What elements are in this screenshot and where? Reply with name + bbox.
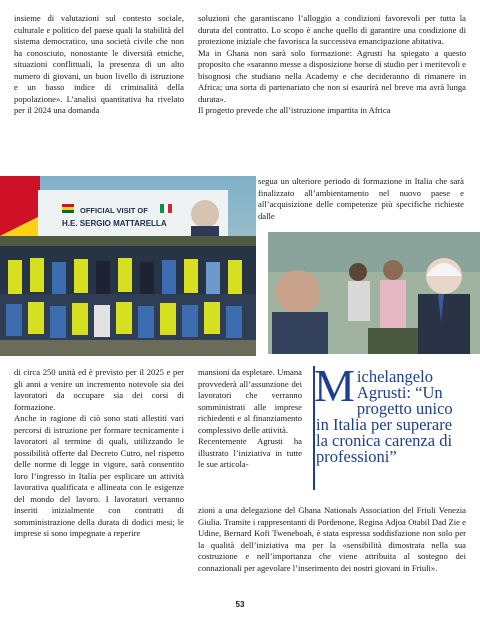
column-bottom-left (14, 367, 184, 540)
group-photo-graphic (0, 176, 256, 356)
paragraph: zioni a una delegazione del Ghana Nationals Association del Friuli Venezia Giulia. Tramite i rappresentanti di Pordenone, Regina Adjoa Otabil Dad Zie e Udine, Bernard Kofi Tweneboah, è stata espressa soddisfazione non solo per la qualità dell’iniziativa ma per la «sensibilità dimostrata nella sua costruzione e nell’importanza che viene attribuita al sostegno dei connazionali per agevolare l’inserimento dei nostri giovani in Friuli». (198, 505, 466, 573)
column-bottom-middle (198, 367, 302, 471)
pull-quote (314, 360, 468, 466)
pull-quote-initial: M (314, 360, 355, 411)
page-number: 53 (235, 600, 245, 609)
paragraph: soluzioni che garantiscano l’alloggio a condizioni favorevoli per tutta la durata del contratto. Lo scopo è anche quello di garantire una condizione di protezione iniziale che favorisca la successiva emancipazione abitativa. (198, 13, 466, 46)
portrait-photo-graphic (268, 232, 480, 354)
paragraph: mansioni da espletare. Umana provvederà all’assunzione dei lavoratori che verranno somministrati alle imprese richiedenti e al finanziamento complessivo delle attività. (198, 367, 302, 435)
pull-quote-text: ichelangelo Agrusti: “Un progetto unico in Italia per superare la cronica carenza di professioni” (316, 367, 453, 466)
paragraph: insieme di valutazioni sul contesto sociale, culturale e politico del paese quali la stabilità del sistema democratico, una società civile che non ha conosciuto, nonostante le diversità etniche, situazioni conflittuali, la presenza di un alto numero di giovani, un buon livello di istruzione e un basso indice di criminalità della popolazione». L’analisi quantitativa ha rivelato per il 2024 una domanda (14, 13, 184, 115)
crowd (0, 246, 256, 340)
paragraph: Ma in Ghana non sarà solo formazione: Agrusti ha spiegato a questo proposito che «saranno messe a disposizione borse di studio per i meritevoli e bisognosi che studiano nella Academy e che decideranno di rimanere in Africa; una sorta di partenariato che non si esaurirà nel breve ma avrà lunga durata». (198, 47, 466, 104)
banner-title: OFFICIAL VISIT OF (80, 206, 148, 215)
paragraph: Recentemente Agrusti ha illustrato l’iniziativa in tutte le sue articola- (198, 436, 302, 469)
banner-subtitle: H.E. SERGIO MATTARELLA (62, 219, 167, 228)
column-top-right (198, 13, 466, 117)
paragraph: Il progetto prevede che all’istruzione impartita in Africa (198, 105, 391, 115)
paragraph: segua un ulteriore periodo di formazione in Italia che sarà finalizzato all’ambientamento nel nuovo paese e all’acquisizione delle competenze più specifiche richieste dalle (258, 176, 464, 221)
portrait-photo (268, 232, 480, 354)
column-bottom-wide (198, 505, 466, 574)
column-top-left (14, 13, 184, 117)
group-photo (0, 176, 256, 356)
paragraph: Anche in ragione di ciò sono stati allestiti vari percorsi di istruzione per formare tecnicamente i lavoratori al termine di quali, utilizzando le possibilità offerte dal Decreto Cutro, nel rispetto delle norme di legge in vigore, sarà consentito loro l’ingresso in Italia per esplicare un attività lavorativa qualificata e allineata con le esigenze del mondo del lavoro. I lavoratori verranno inseriti inizialmente con contratti di somministrazione della durata di dodici mesi; le imprese si sono impegnate a reperire (14, 413, 184, 538)
column-top-right-continued (258, 176, 464, 222)
paragraph: di circa 250 unità ed è previsto per il 2025 e per gli anni a venire un incremento notevole sia dei lavoratori da occupare sia dei corsi di formazione. (14, 367, 184, 412)
